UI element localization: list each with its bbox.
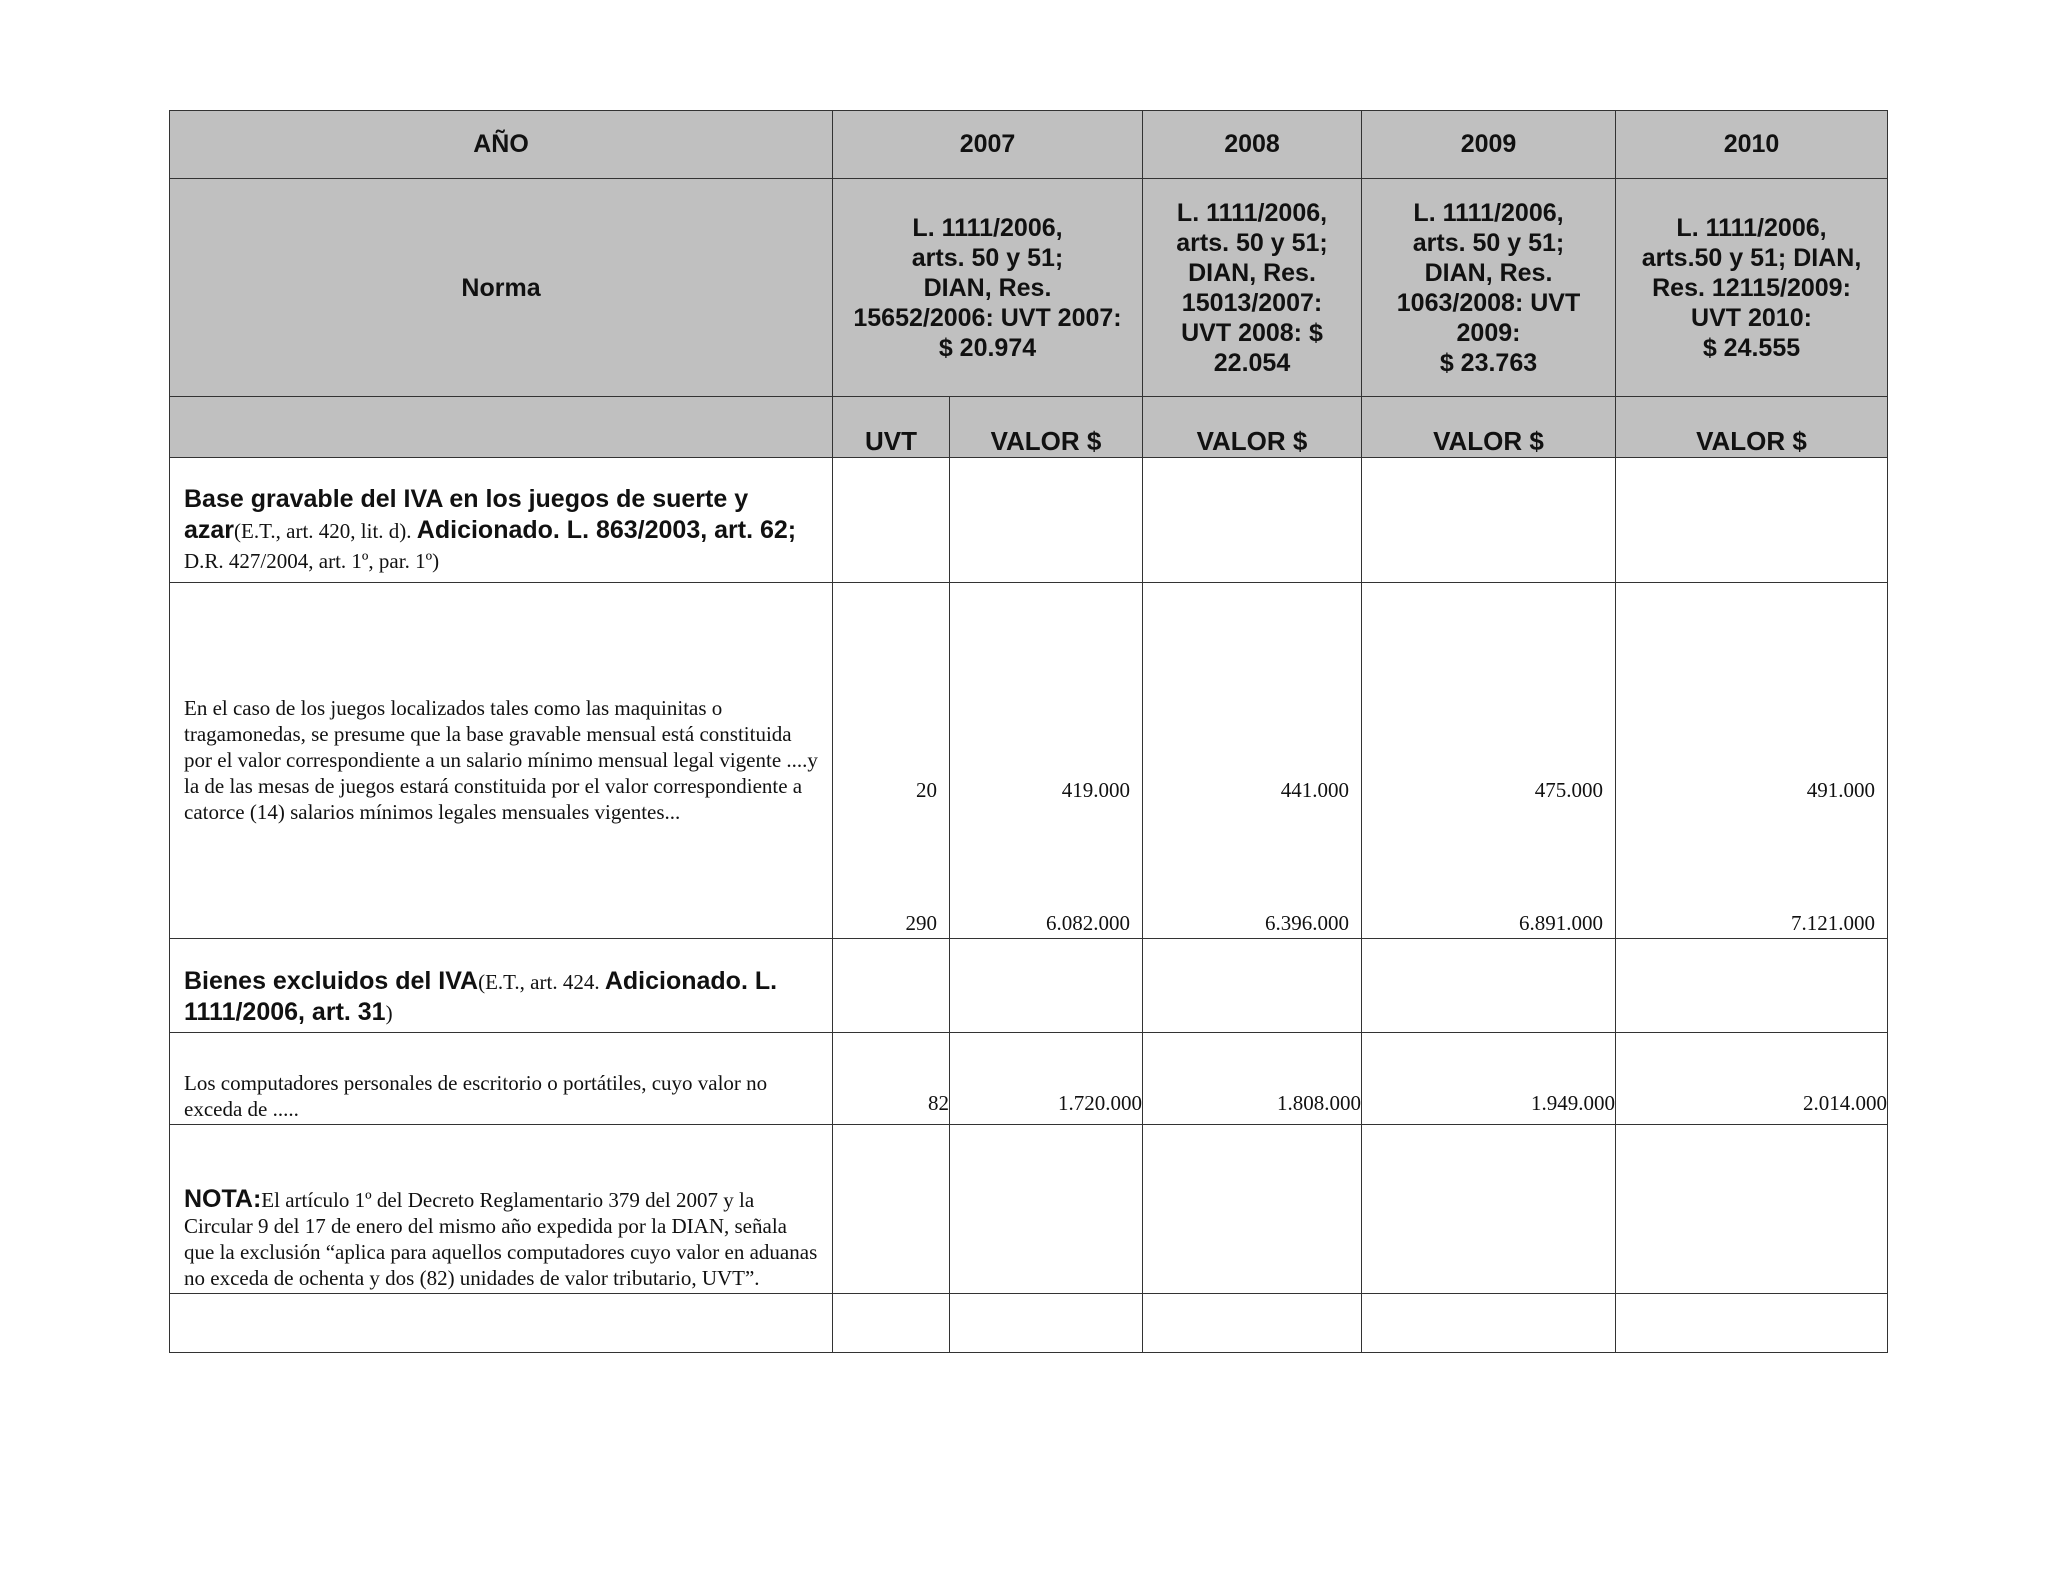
valor-header-2010: VALOR $: [1616, 397, 1888, 458]
year-2010: 2010: [1616, 111, 1888, 179]
section-bienes-title: Bienes excluidos del IVA(E.T., art. 424. Adicionado. L. 1111/2006, art. 31): [170, 939, 833, 1033]
norma-2009: L. 1111/2006, arts. 50 y 51; DIAN, Res. 1063/2008: UVT 2009: $ 23.763: [1362, 179, 1616, 397]
value-cell-2008: 1.808.000: [1143, 1033, 1362, 1125]
valor-header-2009: VALOR $: [1362, 397, 1616, 458]
valor-header-2008: VALOR $: [1143, 397, 1362, 458]
section-juegos-title-row: [170, 458, 1888, 583]
value-cell-2007: 419.000 6.082.000: [950, 583, 1143, 939]
norma-2007: L. 1111/2006, arts. 50 y 51; DIAN, Res. 15652/2006: UVT 2007: $ 20.974: [833, 179, 1143, 397]
year-header-row: [170, 111, 1888, 179]
value-cell-2007: 1.720.000: [950, 1033, 1143, 1125]
uvt-header: UVT: [833, 397, 950, 458]
uvt-cell: 20 290: [833, 583, 950, 939]
section-juegos-data-row: [170, 583, 1888, 939]
tax-values-table: [169, 110, 1888, 1353]
section-bienes-data-row: [170, 1033, 1888, 1125]
year-2007: 2007: [833, 111, 1143, 179]
section-bienes-title-row: [170, 939, 1888, 1033]
norma-2008: L. 1111/2006, arts. 50 y 51; DIAN, Res. 15013/2007: UVT 2008: $ 22.054: [1143, 179, 1362, 397]
section-juegos-description: En el caso de los juegos localizados tales como las maquinitas o tragamonedas, se presume que la base gravable mensual está constituida por el valor correspondiente a un salario mínimo mensual legal vigente ....y la de las mesas de juegos estará constituida por el valor correspondiente a catorce (14) salarios mínimos legales mensuales vigentes...: [170, 583, 833, 939]
empty-row: [170, 1294, 1888, 1353]
norma-2010: L. 1111/2006, arts.50 y 51; DIAN, Res. 12115/2009: UVT 2010: $ 24.555: [1616, 179, 1888, 397]
nota-text: NOTA:El artículo 1º del Decreto Reglamentario 379 del 2007 y la Circular 9 del 17 de enero del mismo año expedida por la DIAN, señala que la exclusión “aplica para aquellos computadores cuyo valor en aduanas no exceda de ochenta y dos (82) unidades de valor tributario, UVT”.: [170, 1125, 833, 1294]
section-bienes-description: Los computadores personales de escritorio o portátiles, cuyo valor no exceda de .....: [170, 1033, 833, 1125]
nota-row: [170, 1125, 1888, 1294]
year-2008: 2008: [1143, 111, 1362, 179]
subheader-empty: [170, 397, 833, 458]
uvt-cell: 82: [833, 1033, 950, 1125]
valor-header-2007: VALOR $: [950, 397, 1143, 458]
section-juegos-title: Base gravable del IVA en los juegos de suerte y azar(E.T., art. 420, lit. d). Adicionado. L. 863/2003, art. 62; D.R. 427/2004, art. 1º, par. 1º): [170, 458, 833, 583]
column-subheader-row: [170, 397, 1888, 458]
value-cell-2009: 1.949.000: [1362, 1033, 1616, 1125]
norma-label: Norma: [170, 179, 833, 397]
year-2009: 2009: [1362, 111, 1616, 179]
value-cell-2010: 491.000 7.121.000: [1616, 583, 1888, 939]
norma-header-row: [170, 179, 1888, 397]
value-cell-2009: 475.000 6.891.000: [1362, 583, 1616, 939]
value-cell-2008: 441.000 6.396.000: [1143, 583, 1362, 939]
year-label: AÑO: [170, 111, 833, 179]
value-cell-2010: 2.014.000: [1616, 1033, 1888, 1125]
